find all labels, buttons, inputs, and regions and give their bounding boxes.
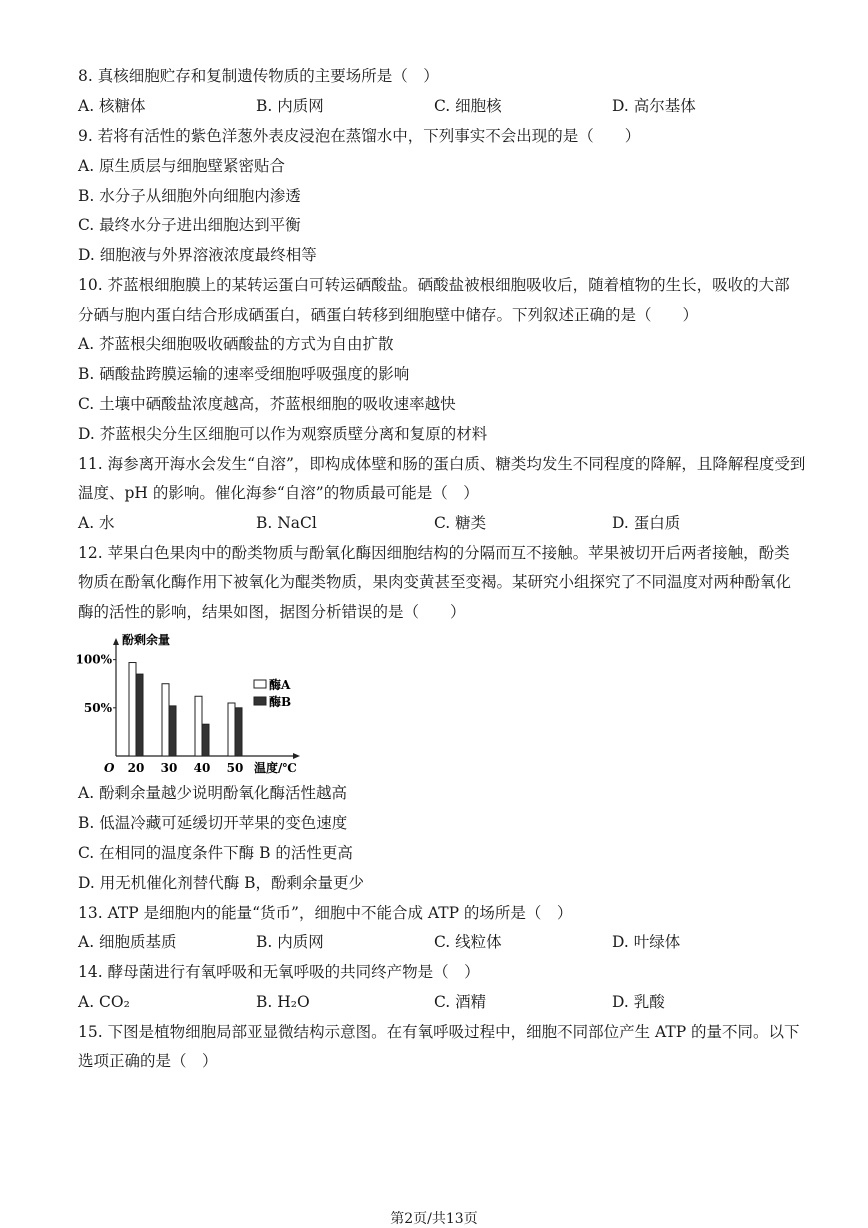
q12-option-c: C. 在相同的温度条件下酶 B 的活性更高: [78, 844, 353, 862]
y-tick-label-0: 50%: [83, 700, 112, 715]
x-axis-label: 温度/℃: [254, 761, 297, 775]
q13-option-d: D. 叶绿体: [612, 933, 681, 951]
q12-option-d: D. 用无机催化剂替代酶 B，酚剩余量更少: [78, 874, 365, 892]
q11-option-a: A. 水: [78, 514, 115, 532]
q11-option-d: D. 蛋白质: [612, 514, 681, 532]
q9-option-c: C. 最终水分子进出细胞达到平衡: [78, 216, 301, 234]
bar-a-20: [129, 663, 136, 756]
bar-a-40: [195, 696, 202, 756]
bar-b-40: [202, 724, 209, 756]
q12-stem-line1: 12. 苹果白色果肉中的酚类物质与酚氧化酶因细胞结构的分隔而互不接触。苹果被切开后两者接触，酚类: [78, 544, 790, 562]
q14-option-a: A. CO₂: [78, 993, 130, 1011]
origin-label: O: [104, 761, 115, 775]
q14-stem: 14. 酵母菌进行有氧呼吸和无氧呼吸的共同终产物是（ ）: [78, 963, 480, 981]
x-tick-label-20: 20: [127, 761, 145, 775]
q8-option-a: A. 核糖体: [78, 97, 146, 115]
q11-stem-line1: 11. 海参离开海水会发生“自溶”，即构成体壁和肠的蛋白质、糖类均发生不同程度的降解，且降解程度受到: [78, 455, 806, 473]
q12-stem-line2: 物质在酚氧化酶作用下被氧化为醌类物质，果肉变黄甚至变褐。某研究小组探究了不同温度对两种酚氧化: [78, 573, 792, 591]
y-axis-label: 酚剩余量: [122, 633, 171, 647]
chart-bars: [129, 663, 242, 756]
q13-option-c: C. 线粒体: [434, 933, 502, 951]
y-axis-arrow: [113, 638, 119, 645]
q12-option-a: A. 酚剩余量越少说明酚氧化酶活性越高: [78, 784, 348, 802]
x-axis-arrow: [293, 753, 300, 759]
q12-option-b: B. 低温冷藏可延缓切开苹果的变色速度: [78, 814, 348, 832]
q10-option-b: B. 硒酸盐跨膜运输的速率受细胞呼吸强度的影响: [78, 365, 410, 383]
legend-swatch-b: [254, 697, 266, 705]
legend-swatch-a: [254, 680, 266, 688]
x-tick-label-50: 50: [226, 761, 244, 775]
q14-option-b: B. H₂O: [256, 993, 310, 1011]
enzyme-activity-bar-chart: [70, 628, 320, 778]
legend-label-b: 酶B: [269, 695, 292, 709]
q14-option-d: D. 乳酸: [612, 993, 665, 1011]
q14-option-c: C. 酒精: [434, 993, 487, 1011]
q12-stem-line3: 酶的活性的影响，结果如图，据图分析错误的是（ ）: [78, 603, 466, 621]
q9-option-d: D. 细胞液与外界溶液浓度最终相等: [78, 246, 317, 264]
q10-option-c: C. 土壤中硒酸盐浓度越高，芥蓝根细胞的吸收速率越快: [78, 395, 456, 413]
q15-stem-line1: 15. 下图是植物细胞局部亚显微结构示意图。在有氧呼吸过程中，细胞不同部位产生 ATP 的量不同。以下: [78, 1023, 800, 1041]
q8-option-d: D. 高尔基体: [612, 97, 696, 115]
x-tick-label-40: 40: [193, 761, 211, 775]
q8-option-b: B. 内质网: [256, 97, 324, 115]
q11-option-c: C. 糖类: [434, 514, 487, 532]
q10-option-a: A. 芥蓝根尖细胞吸收硒酸盐的方式为自由扩散: [78, 335, 394, 353]
q10-stem-line1: 10. 芥蓝根细胞膜上的某转运蛋白可转运硒酸盐。硒酸盐被根细胞吸收后，随着植物的生长，吸收的大部: [78, 276, 790, 294]
q9-option-b: B. 水分子从细胞外向细胞内渗透: [78, 187, 301, 205]
q13-option-b: B. 内质网: [256, 933, 324, 951]
q11-stem-line2: 温度、pH 的影响。催化海参“自溶”的物质最可能是（ ）: [78, 484, 479, 502]
q8-stem: 8. 真核细胞贮存和复制遗传物质的主要场所是（ ）: [78, 67, 439, 85]
bar-b-30: [169, 706, 176, 756]
y-tick-label-1: 100%: [75, 652, 112, 667]
x-tick-label-30: 30: [160, 761, 178, 775]
q13-option-a: A. 细胞质基质: [78, 933, 177, 951]
bar-b-20: [136, 674, 143, 756]
q10-option-d: D. 芥蓝根尖分生区细胞可以作为观察质壁分离和复原的材料: [78, 425, 488, 443]
q15-stem-line2: 选项正确的是（ ）: [78, 1052, 218, 1070]
bar-b-50: [235, 708, 242, 756]
q11-option-b: B. NaCl: [256, 514, 317, 532]
bar-a-30: [162, 684, 169, 756]
q13-stem: 13. ATP 是细胞内的能量“货币”，细胞中不能合成 ATP 的场所是（ ）: [78, 904, 573, 922]
chart-legend: [254, 677, 291, 709]
q10-stem-line2: 分硒与胞内蛋白结合形成硒蛋白，硒蛋白转移到细胞壁中储存。下列叙述正确的是（ ）: [78, 306, 699, 324]
page-number: 第2页/共13页: [390, 1211, 478, 1227]
legend-label-a: 酶A: [269, 678, 291, 692]
bar-a-50: [228, 703, 235, 756]
q9-option-a: A. 原生质层与细胞壁紧密贴合: [78, 157, 286, 175]
q9-stem: 9. 若将有活性的紫色洋葱外表皮浸泡在蒸馏水中，下列事实不会出现的是（ ）: [78, 127, 641, 145]
q8-option-c: C. 细胞核: [434, 97, 502, 115]
